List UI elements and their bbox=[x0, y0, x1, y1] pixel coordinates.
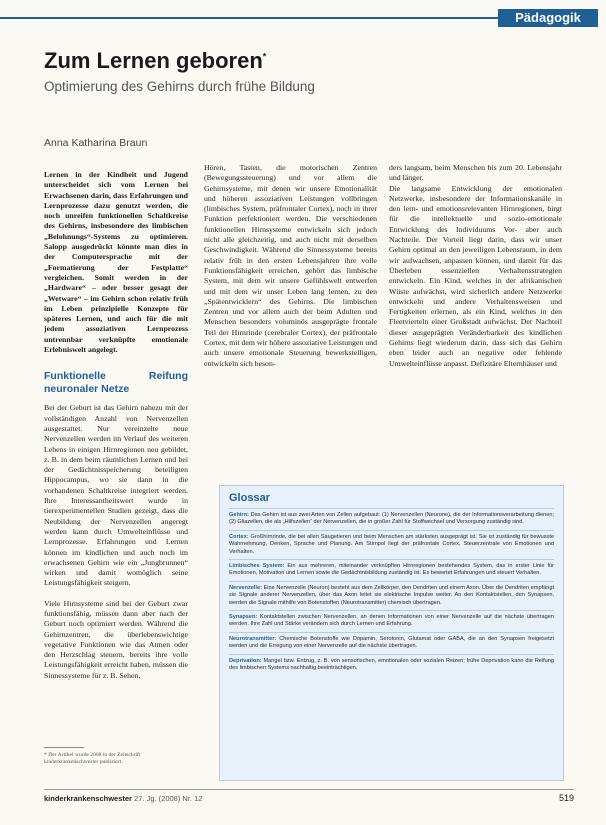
glossary-term: Neurotransmitter: bbox=[229, 635, 277, 642]
glossary-entry bbox=[229, 581, 554, 610]
glossary-entry bbox=[229, 559, 554, 581]
page-number: 519 bbox=[558, 793, 574, 803]
footnote: * Der Artikel wurde 2008 in der Zeitschrift kinderkrankenschwester publiziert. bbox=[44, 752, 141, 765]
title-footnote-mark: * bbox=[262, 51, 267, 62]
journal-name: kinderkrankenschwester bbox=[44, 794, 132, 803]
text-column-1 bbox=[44, 170, 188, 681]
body-paragraph: Die langsame Entwicklung der emotionalen Netzwerke, insbesondere der Informationskanäle in den lern- und emotionsrelevanten Hirnregionen, birgt für die intellektuelle und sozio-emotionale Entwicklung des Individuums Vor- aber auch Nachteile. Der Vorteil liegt darin, dass wir unser Gehirn optimal an den jeweiligen Lebensraum, in dem wir aufwachsen, anpassen können, und damit für das Überleben essenziellen Verhaltensstrategien entwickeln. Ein Kind, welches in der afrikanischen Wüste aufwächst, wird sicherlich andere Netzwerke entwickeln und andere Verhaltensweisen und Fertigkeiten erlernen, als ein Kind, welches in den Fleetvierteln einer Großstadt aufwächst. Der Nachteil dieser ausgeprägten Veränderbarkeit des kindlichen Gehirns liegt wiederum darin, dass sich das Gehirn eben leider auch an negative oder fehlende Umwelteinflüsse anpasst. Defizitäre Elternhäuser und bbox=[389, 183, 562, 368]
body-paragraph: Hören, Tasten, die motorischen Zentren (Bewegungssteuerung) und vor allem die Gehirnsysteme, mit denen wir unsere Emotionalität und höheren assoziativen Leistungen vollbringen (limbisches System, präfrontaler Cortex), noch in ihrer Funktion perfektioniert werden. Die verschiedenen funktionellen Hirnsysteme entwickeln sich jedoch nicht alle gleichzeitig, und auch nicht mit derselben Geschwindigkeit. Während die Sinnessysteme bereits relativ früh in den ersten Lebensjahren ihre volle Funktionsfähigkeit erreichen, gehört das limbische System, mit dem wir unsere Gefühlswelt entwerfen und mit dem wir unser Leben lang lernen, zu den „Spätentwicklern“ des Gehirns. Die limbischen Zentren und vor allem auch der beim Adulten und Menschen besonders voluminös ausgeprägte frontale Teil der Hirnrinde (cerebraler Cortex), der präfrontale Cortex, mit dem wir höhere assoziative Leistungen und auch unsere emotionale Steuerung bewerkstelligen, entwickeln sich beson- bbox=[204, 163, 377, 368]
glossary-term: Nervenzelle: bbox=[229, 584, 262, 591]
section-header bbox=[0, 9, 606, 27]
glossary-entry bbox=[229, 610, 554, 632]
article-subtitle: Optimierung des Gehirns durch frühe Bildung bbox=[44, 79, 315, 94]
glossary-term: Limbisches System: bbox=[229, 563, 285, 570]
glossary-definition: Eine Nervenzelle (Neuron) besteht aus dem Zellkörper, den Dendriten und einem Axon. Über die Dendriten empfängt sie Signale anderer Nervenzellen, über das Axon leitet sie elektrische Impulse weiter. An den Kontaktstellen, den Synapsen, werden die Signale mithilfe von Botenstoffen (Neurotransmitter) chemisch übertragen. bbox=[229, 584, 555, 606]
body-paragraph: Viele Hirnsysteme sind bei der Geburt zwar funktionsfähig, müssen dann aber nach der Geburt noch optimiert werden. Während die Gehirnzentren, die überlebenswichtige vegetative Funktionen wie das Atmen oder den Herzschlag steuern, bereits ihre volle Leistungsfähigkeit erreicht haben, müssen die Sinnessysteme für z. B. Sehen, bbox=[44, 598, 188, 680]
glossary-definition: Ein aus mehreren, miteinander verknüpften Hirnregionen bestehendes System, das in erster Linie für Emotionen, Motivation und Lernen sowie die Gedächtnisbildung zuständig ist. Es bewertet Erfahrungen und steuert Verhalten. bbox=[229, 563, 554, 577]
glossary-definition: Chemische Botenstoffe wie Dopamin, Serotonin, Glutamat oder GABA, die an den Synapsen freigesetzt werden und die Erregung von einer Nervenzelle auf die nächste übertragen. bbox=[229, 635, 554, 650]
page-footer bbox=[44, 789, 574, 807]
body-paragraph: ders langsam, beim Menschen bis zum 20. Lebensjahr und länger. bbox=[389, 163, 562, 183]
glossary-box bbox=[219, 485, 564, 781]
article-title-text: Zum Lernen geboren bbox=[44, 48, 263, 73]
header-rule bbox=[0, 17, 500, 19]
section-heading: Funktionelle Reifung neuronaler Netze bbox=[44, 370, 188, 395]
glossary-entry bbox=[229, 508, 554, 530]
article-title bbox=[44, 48, 266, 74]
section-label: Pädagogik bbox=[498, 9, 598, 27]
glossary-definition: Das Gehirn ist aus zwei Arten von Zellen aufgebaut: (1) Nervenzellen (Neurone), die der Informationsverarbeitung dienen; (2) Gliazellen, die als „Hilfszellen“ der Nervenzellen, die in großer Zahl für Stoffwechsel und Versorgung zuständig sind. bbox=[229, 512, 554, 526]
glossary-entry bbox=[229, 530, 554, 559]
glossary-entry bbox=[229, 654, 554, 676]
footnote-rule bbox=[44, 747, 84, 748]
journal-info bbox=[44, 794, 202, 803]
glossary-entry bbox=[229, 632, 554, 654]
lead-paragraph: Lernen in der Kindheit und Jugend unterscheidet sich vom Lernen bei Erwachsenen darin, dass Erfahrungen und Lernprozesse dazu genutzt werden, die noch unreifen funktionellen Schaltkreise des Gehirns, insbesondere des limbischen „Belohnungs“-Systems zu optimieren. Salopp ausgedrückt könnte man dies in der Computersprache mit der „Formatierung der Festplatte“ vergleichen. Somit werden in der „Hardware“ – oder besser gesagt der „Wetware“ – im Gehirn schon relativ früh im Leben prinzipielle Konzepte für späteres Lernen, und auch für die mit jedem assoziativen Lernprozess untrennbar verknüpfte emotionale Erlebniswelt angelegt. bbox=[44, 170, 188, 355]
text-column-2 bbox=[204, 163, 377, 369]
journal-issue: 27. Jg. (2008) Nr. 12 bbox=[134, 794, 203, 803]
glossary-term: Cortex: bbox=[229, 533, 249, 540]
glossary-title: Glossar bbox=[229, 492, 270, 504]
glossary-definition: Mangel bzw. Entzug, z. B. von sensorischen, emotionalen oder sozialen Reizen; frühe Deprivation kann die Reifung des limbischen Systems nachhaltig beeinträchtigen. bbox=[229, 657, 554, 672]
footer-rule bbox=[44, 789, 574, 790]
glossary-definition: Kontaktstellen zwischen Nervenzellen, an denen Informationen von einer Nervenzelle auf die nächste übertragen werden. Ihre Zahl und Stärke verändern sich durch Lernen und Erfahrung. bbox=[229, 614, 554, 628]
glossary-term: Synapsen: bbox=[229, 614, 258, 621]
body-paragraph: Bei der Geburt ist das Gehirn nahezu mit der vollständigen Anzahl von Nervenzellen ausgestattet. Nur vereinzelte neue Nervenzellen werden im Verlauf des weiteren Lebens in einigen Hirnregionen neu gebildet, z. B. in dem beim räumlichen Lernen und bei der Gedächtnisspeicherung beteiligten Hippocampus, wo sie dann in die vorhandenen Schaltkreise integriert werden. Ihre Interessantheitswert wurde in tierexperimentellen Studien gezeigt, dass die Neubildung der Nervenzellen angeregt werden kann durch Umwelteinflüsse und Lernprozesse. Erfahrungen und Lernen können im kindlichen und auch noch im erwachsenen Gehirn wie ein „Jungbrunnen“ wirken und damit womöglich seine Leistungsfähigkeit steigern. bbox=[44, 403, 188, 588]
text-column-3 bbox=[389, 163, 562, 369]
glossary-term: Gehirn: bbox=[229, 512, 249, 518]
glossary-term: Deprivation: bbox=[229, 657, 262, 664]
article-author: Anna Katharina Braun bbox=[44, 137, 148, 149]
glossary-definition: Großhirnrinde, die bei allen Säugetieren und beim Menschen am stärksten ausgeprägt ist. Sie ist zuständig für bewusste Wahrnehmung, Denken, Sprache und Planung. Am Stirnpol liegt der präfrontale Cortex, Steuerzentrale von Emotionen und Verhalten. bbox=[229, 533, 554, 555]
